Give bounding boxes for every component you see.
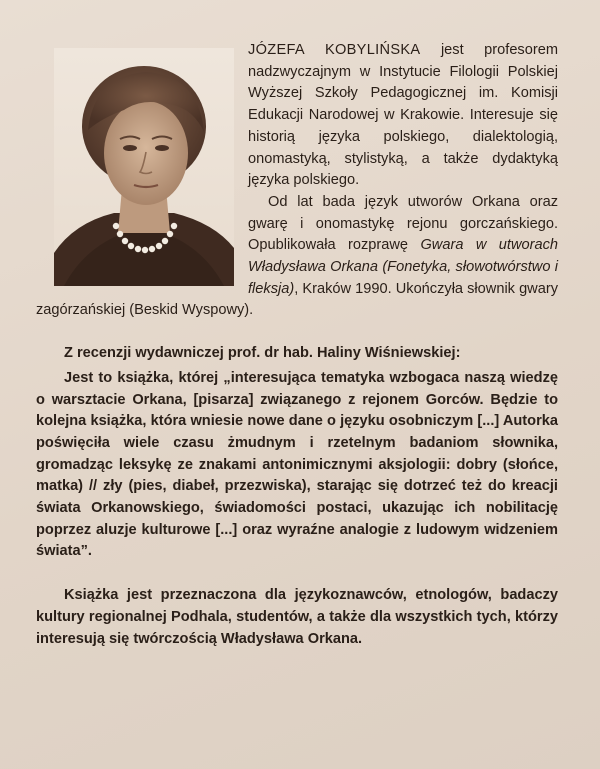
author-research-text-end: , Kraków 1990. Ukończyła słownik gwary zagórzańskiej (Beskid Wyspowy). bbox=[36, 280, 558, 319]
author-book-title: Gwara w utworach Władysława Orkana (Fonetyka, słowotwórstwo i fleksja) bbox=[248, 237, 558, 297]
review-heading: Z recenzji wydawniczej prof. dr hab. Haliny Wiśniewskiej: bbox=[64, 345, 461, 362]
review-quote: Jest to książka, której „interesująca tematyka wzbogaca naszą wiedzę o warsztacie Orkana, [pisarza] związanego z rejonem Gorców. Będzie to kolejna książka, która wniesie nowe dane o języku osobniczym [...] Autorka poświęciła wiele czasu żmudnym i rzetelnym badaniom słownika, gromadząc leksykę ze znakami antonimicznymi aksjologii: dobry (słońce, matka) // zły (pies, diabeł, przezwiska), starając się dotrzeć też do kreacji świata Orkanowskiego, świadomości postaci, ukazując ich nobilitację poprzez aluzje kulturowe [...] oraz wyraźne analogie z ludowym widzeniem świata”. bbox=[36, 369, 558, 560]
author-bio-description: jest profesorem nadzwyczajnym w Instytucie Filologii Polskiej Wyższej Szkoły Pedagogicznej im. Komisji Edukacji Narodowej w Krakowie. Interesuje się historią języka polskiego, dialektologią, onomastyką, stylistyką, a także dydaktyką języka polskiego. bbox=[248, 42, 558, 189]
back-cover-text bbox=[36, 40, 558, 650]
portrait-spacer bbox=[36, 40, 248, 292]
audience-note: Książka jest przeznaczona dla językoznawców, etnologów, badaczy kultury regionalnej Podhala, studentów, a także dla wszystkich tych, którzy interesują się twórczością Władysława Orkana. bbox=[36, 587, 558, 647]
author-research-text: Od lat bada język utworów Orkana oraz gwarę i onomastykę rejonu gorczańskiego. Opublikowała rozprawę bbox=[248, 193, 558, 254]
author-name: JÓZEFA KOBYLIŃSKA bbox=[248, 42, 421, 58]
